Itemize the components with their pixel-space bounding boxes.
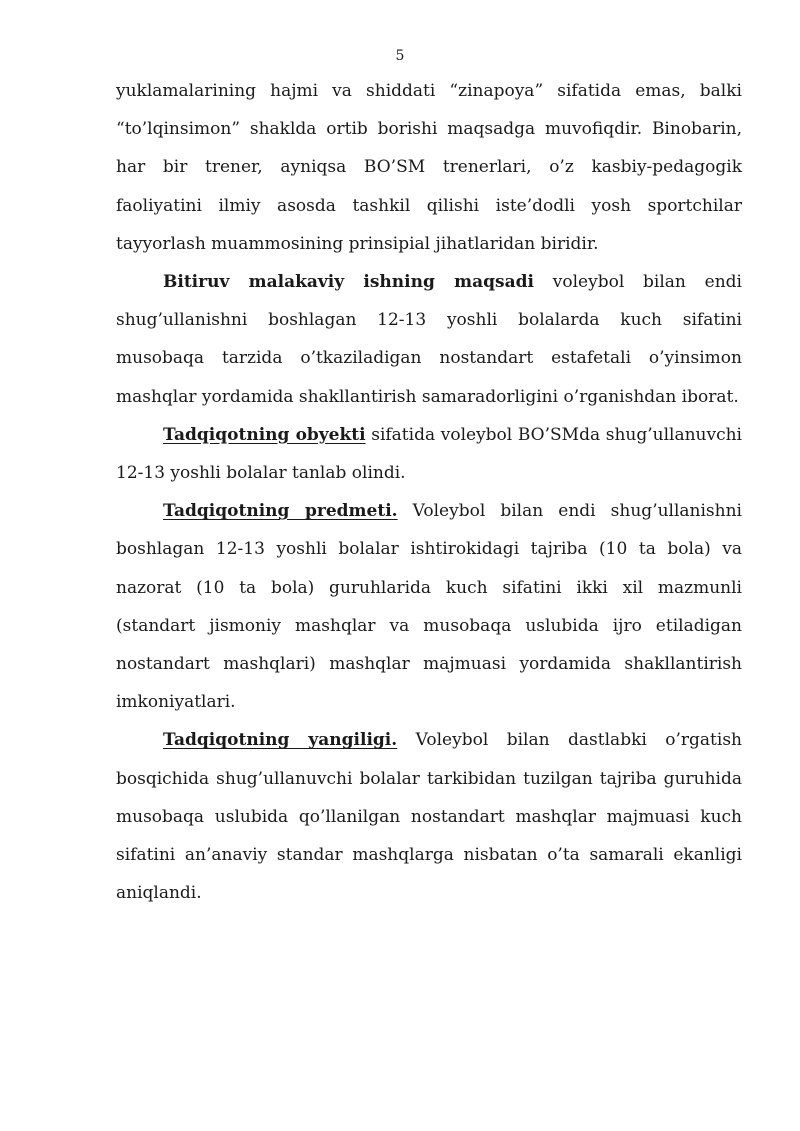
- paragraph-object: [116, 416, 742, 492]
- subject-heading: Tadqiqotning predmeti.: [163, 501, 398, 522]
- object-text: sifatida voleybol BO’SMda shug’ullanuvchi 12-13 yoshli bolalar tanlab olindi.: [116, 424, 742, 484]
- object-heading: Tadqiqotning obyekti: [163, 424, 366, 445]
- paragraph-novelty: [116, 721, 742, 912]
- novelty-heading: Tadqiqotning yangiligi.: [163, 730, 398, 751]
- paragraph-intro: yuklamalarining hajmi va shiddati “zinapoya” sifatida emas, balki “to’lqinsimon” shaklda ortib borishi maqsadga muvofiqdir. Binobarin, har bir trener, ayniqsa BO’SM trenerlari, o’z kasbiy-pedagogik faoliyatini ilmiy asosda tashkil qilishi iste’dodli yosh sportchilar tayyorlash muammosining prinsipial jihatlaridan biridir.: [116, 81, 742, 254]
- novelty-text: Voleybol bilan dastlabki o’rgatish bosqichida shug’ullanuvchi bolalar tarkibidan tuzilgan tajriba guruhida musobaqa uslubida qo’llanilgan nostandart mashqlar majmuasi kuch sifatini an’anaviy standar mashqlarga nisbatan o’ta samarali ekanligi aniqlandi.: [116, 730, 743, 904]
- goal-heading: Bitiruv malakaviy ishning maqsadi: [163, 272, 534, 293]
- goal-text: voleybol bilan endi shug’ullanishni boshlagan 12-13 yoshli bolalarda kuch sifatini musobaqa tarzida o’tkaziladigan nostandart estafetali o’yinsimon mashqlar yordamida shakllantirish samaradorligini o’rganishdan iborat.: [116, 272, 742, 407]
- paragraph-goal: [116, 263, 742, 416]
- page-number: 5: [395, 48, 405, 64]
- paragraph-subject: [116, 492, 742, 721]
- subject-text: Voleybol bilan endi shug’ullanishni boshlagan 12-13 yoshli bolalar ishtirokidagi tajriba (10 ta bola) va nazorat (10 ta bola) guruhlarida kuch sifatini ikki xil mazmunli (standart jismoniy mashqlar va musobaqa uslubida ijro etiladigan nostandart mashqlari) mashqlar majmuasi yordamida shakllantirish imkoniyatlari.: [116, 501, 742, 713]
- document-body: [116, 72, 742, 912]
